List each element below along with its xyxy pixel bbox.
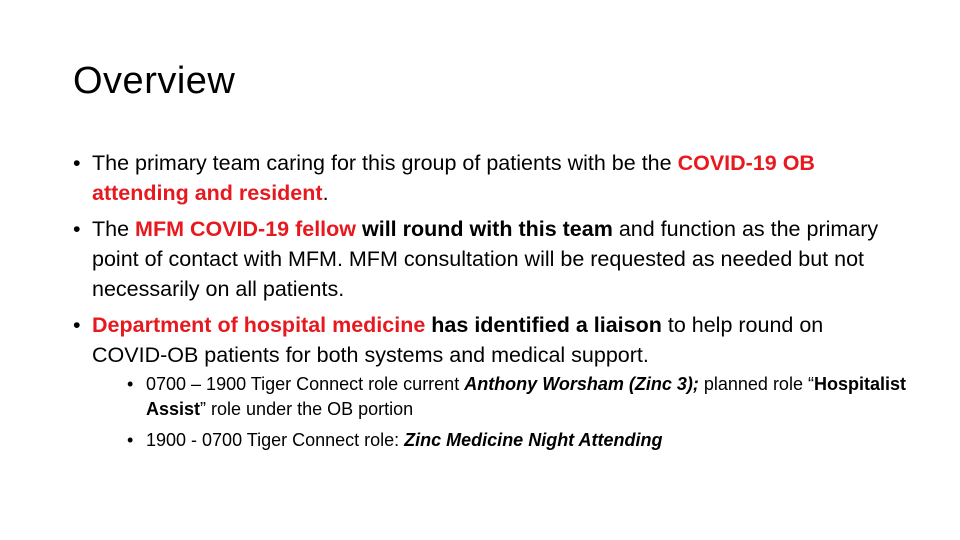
bullet-dot-icon: • bbox=[127, 374, 134, 394]
bullet-text-segment: . bbox=[322, 181, 329, 205]
bullet-item bbox=[73, 214, 903, 304]
bullet-text-segment: Department of hospital medicine bbox=[92, 313, 426, 337]
bullet-text-segment: COVID-19 OB attending and resident bbox=[92, 151, 815, 205]
bullet-item bbox=[73, 148, 903, 208]
bullet-text-segment: and function as the primary point of contact with MFM. MFM consultation will be requested as needed but not necessarily on all patients. bbox=[92, 217, 879, 301]
bullet-text-segment: Hospitalist Assist bbox=[146, 374, 906, 419]
bullet-dot-icon: • bbox=[73, 217, 81, 241]
bullet-dot-icon: • bbox=[127, 430, 134, 450]
bullet-text-segment: ” role under the OB portion bbox=[200, 399, 414, 419]
bullet-text-segment: to help round on COVID-OB patients for both systems and medical support. bbox=[92, 313, 824, 367]
bullet-dot-icon: • bbox=[73, 151, 81, 175]
sub-bullet-list bbox=[127, 372, 906, 453]
bullet-text-segment: The bbox=[92, 217, 136, 241]
bullet-text-segment: 1900 - 0700 Tiger Connect role: bbox=[146, 430, 405, 450]
bullet-text-segment: 0700 – 1900 Tiger Connect role current bbox=[146, 374, 465, 394]
bullet-text-segment: MFM COVID-19 fellow bbox=[135, 217, 357, 241]
slide-content bbox=[73, 148, 906, 459]
bullet-text-segment: Anthony Worsham (Zinc 3); bbox=[464, 374, 699, 394]
bullet-item bbox=[73, 310, 906, 453]
bullet-text-segment: planned role “ bbox=[698, 374, 814, 394]
sub-bullet-item bbox=[127, 428, 906, 453]
bullet-text bbox=[92, 151, 815, 205]
bullet-text bbox=[92, 217, 878, 301]
sub-bullet-text bbox=[146, 430, 663, 450]
sub-bullet-item bbox=[127, 372, 906, 422]
sub-bullet-text bbox=[146, 374, 906, 419]
bullet-dot-icon: • bbox=[73, 313, 81, 337]
bullet-text bbox=[92, 313, 823, 367]
slide-title: Overview bbox=[73, 60, 236, 102]
bullet-text-segment: The primary team caring for this group of patients with be the bbox=[92, 151, 678, 175]
bullet-text-segment: has identified a liaison bbox=[431, 313, 662, 337]
bullet-text-segment: Zinc Medicine Night Attending bbox=[404, 430, 663, 450]
bullet-list bbox=[73, 148, 906, 453]
bullet-text-segment: will round with this team bbox=[362, 217, 613, 241]
